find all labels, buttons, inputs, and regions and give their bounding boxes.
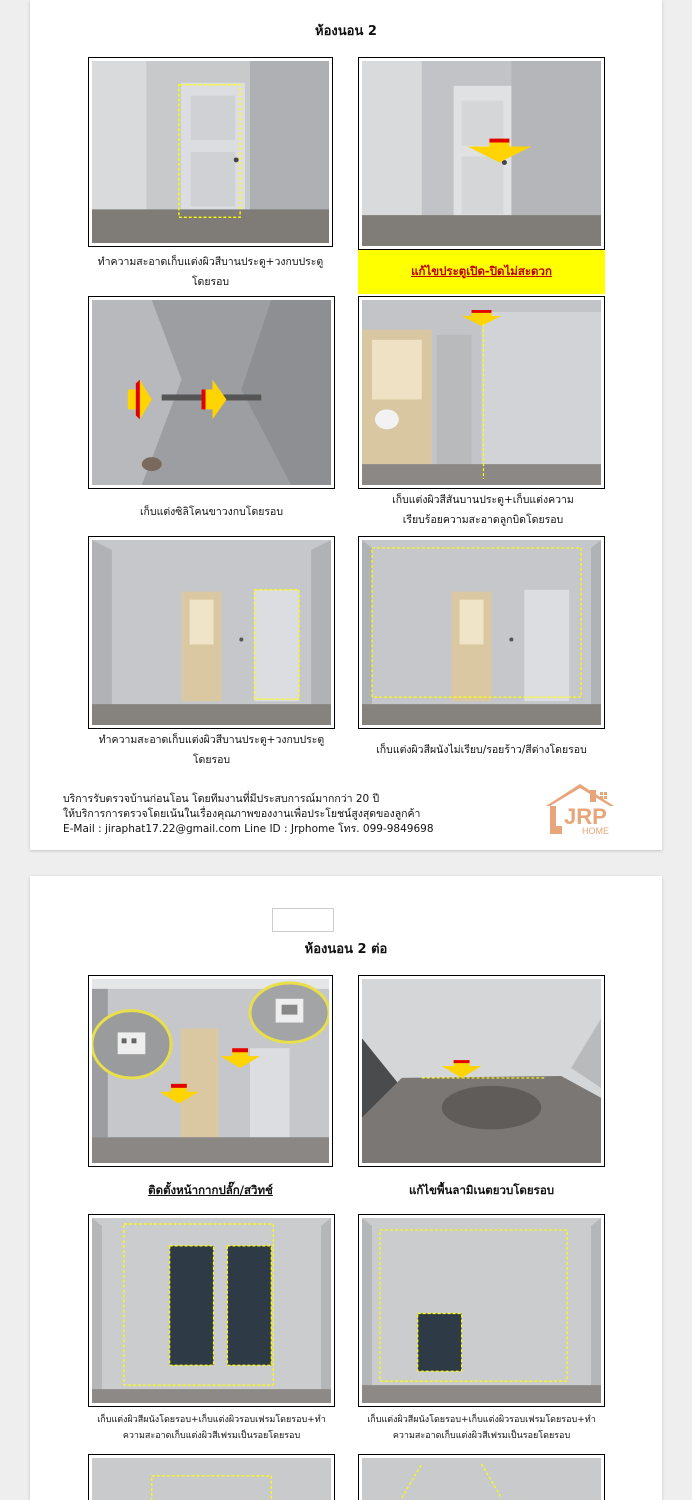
photo-caption: เก็บแต่งผิวสีผนังโดยรอบ+เก็บแต่งผิวรอบเฟรมโดยรอบ+ทำ ความสะอาดเก็บแต่งผิวสีเฟรมเป็นรอยโดยรอบ (97, 1415, 326, 1441)
photo-caption: ทำความสะอาดเก็บแต่งผิวสีบานประตู+วงกบประตู โดยรอบ (97, 256, 324, 288)
photo-frame (88, 1214, 335, 1407)
photo-frame (358, 1214, 605, 1407)
photo-window-wall (92, 1218, 331, 1403)
photo-room-wall-door (92, 540, 331, 725)
photo-frame (88, 975, 333, 1167)
jrp-home-logo (540, 780, 626, 840)
photo-frame (358, 1454, 605, 1500)
photo-frame (358, 536, 605, 729)
photo-ceiling (92, 1458, 331, 1500)
photo-laminate-floor (362, 979, 601, 1163)
photo-frame (358, 975, 605, 1167)
photo-caption: ติดตั้งหน้ากากปลั๊ก/สวิทช์ (148, 1183, 273, 1197)
photo-caption: แก้ไขพื้นลามิเนตยวบโดยรอบ (408, 1183, 555, 1197)
photo-bathroom-door-open (362, 300, 601, 485)
report-page-1 (30, 0, 662, 850)
photo-small-window-wall (362, 1218, 601, 1403)
report-page-2 (30, 876, 662, 1500)
svg-text:HOME: HOME (582, 826, 609, 836)
photo-frame (88, 1454, 335, 1500)
empty-box (272, 908, 334, 932)
photo-caption: เก็บแต่งผิวสีสันบานประตู+เก็บแต่งความ เรียบร้อยความสะอาดลูกบิดโดยรอบ (392, 494, 574, 526)
photo-ceiling-corner (362, 1458, 601, 1500)
photo-door-frame-top (92, 300, 331, 485)
photo-frame (88, 536, 335, 729)
photo-frame (358, 296, 605, 489)
photo-caption: เก็บแต่งผิวสีผนังโดยรอบ+เก็บแต่งผิวรอบเฟรมโดยรอบ+ทำ ความสะอาดเก็บแต่งผิวสีเฟรมเป็นรอยโดยรอบ (367, 1415, 596, 1441)
page-title: ห้องนอน 2 ต่อ (304, 942, 388, 957)
photo-plug-switch (92, 979, 329, 1163)
photo-frame (358, 57, 605, 250)
photo-room-wall-full (362, 540, 601, 725)
highlight-caption: แก้ไขประตูเปิด-ปิดไม่สะดวก (358, 250, 605, 294)
photo-frame (88, 296, 335, 489)
page-title: ห้องนอน 2 (315, 24, 377, 39)
photo-frame (88, 57, 333, 247)
photo-caption: เก็บแต่งซิลิโคนขาวงกบโดยรอบ (139, 506, 284, 518)
svg-text:JRP: JRP (564, 804, 607, 829)
photo-door-hallway (92, 61, 329, 243)
photo-door-closed (362, 61, 601, 246)
photo-caption: ทำความสะอาดเก็บแต่งผิวสีบานประตู+วงกบประตู โดยรอบ (98, 734, 325, 766)
footer-contact: บริการรับตรวจบ้านก่อนโอน โดยทีมงานที่มีประสบการณ์มากกว่า 20 ปี ให้บริการการตรวจโดยเน้นในเรื่องคุณภาพของงานเพื่อประโยชน์สูงสุดของลูกค้า E-Mail : jiraphat17.22@gmail.com Line ID : Jrphome โทร. 099-9849698 (63, 793, 434, 835)
photo-caption: เก็บแต่งผิวสีผนังไม่เรียบ/รอยร้าว/สีด่างโดยรอบ (376, 744, 587, 756)
